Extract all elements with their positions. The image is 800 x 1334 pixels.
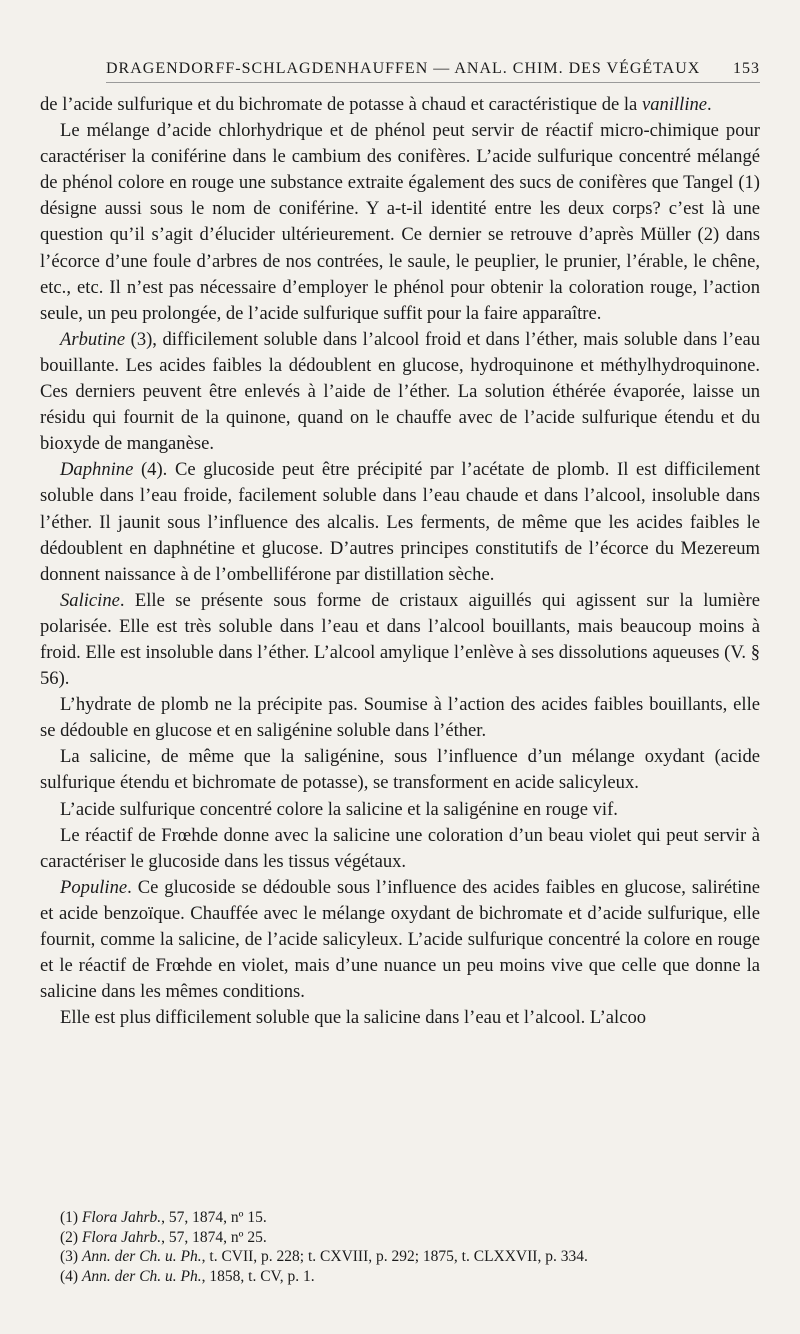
footnote: (4) Ann. der Ch. u. Ph., 1858, t. CV, p. 1. [60, 1267, 315, 1285]
footnote: (1) Flora Jahrb., 57, 1874, nº 15. [60, 1209, 267, 1226]
running-title: DRAGENDORFF-SCHLAGDENHAUFFEN — ANAL. CHIM. DES VÉGÉTAUX [106, 60, 701, 77]
footnote: (2) Flora Jahrb., 57, 1874, nº 25. [60, 1228, 267, 1246]
paragraph: L’hydrate de plomb ne la précipite pas. Soumise à l’action des acides faibles bouillants, elle se dédouble en glucose et en saligénine soluble dans l’éther. [40, 694, 760, 742]
paragraph: de l’acide sulfurique et du bichromate de potasse à chaud et caractéristique de la vanilline. [40, 94, 712, 115]
italic-term: Flora Jahrb. [81, 1209, 162, 1226]
paragraph: Populine. Ce glucoside se dédouble sous l’influence des acides faibles en glucose, salirétine et acide benzoïque. Chauffée avec le mélange oxydant de bichromate et d’acide sulfurique, elle fournit, comme la salicine, de l’acide salicyleux. L’acide sulfurique concentré la colore en rouge et le réactif de Frœhde en violet, mais d’une nuance un peu moins vive que celle que donne la salicine dans les mêmes conditions. [40, 876, 760, 1003]
paragraph: Arbutine (3), difficilement soluble dans l’alcool froid et dans l’éther, mais soluble dans l’eau bouillante. Les acides faibles la dédoublent en glucose, hydroquinone et méthylhydroquinone. Ces derniers peuvent être enlevés à l’aide de l’éther. La solution éthérée évaporée, laisse un résidu qui fournit de la quinone, quand on le chauffe avec de l’acide sulfurique étendu et du bioxyde de manganèse. [40, 328, 760, 455]
italic-term: Ann. der Ch. u. Ph. [81, 1267, 202, 1285]
page-number: 153 [733, 60, 760, 77]
italic-term: Salicine [60, 589, 120, 611]
paragraph: Daphnine (4). Ce glucoside peut être précipité par l’acétate de plomb. Il est difficilement soluble dans l’eau froide, facilement soluble dans l’eau chaude et dans l’alcool, insoluble dans l’éther. Il jaunit sous l’influence des alcalis. Les ferments, de même que les acides faibles le dédoublent en daphnétine et glucose. D’autres principes constitutifs de l’écorce du Mezereum donnent naissance à de l’ombelliférone par distillation sèche. [40, 459, 760, 585]
italic-term: Flora Jahrb. [81, 1228, 162, 1246]
paragraph: La salicine, de même que la saligénine, sous l’influence d’un mélange oxydant (acide sulfurique étendu et bichromate de potasse), se transforment en acide salicyleux. [40, 746, 760, 794]
body-text [40, 92, 760, 1031]
italic-term: Ann. der Ch. u. Ph. [81, 1248, 202, 1265]
italic-term: Populine [60, 876, 128, 898]
paragraph: L’acide sulfurique concentré colore la salicine et la saligénine en rouge vif. [60, 798, 618, 820]
paragraph: Salicine. Elle se présente sous forme de cristaux aiguillés qui agissent sur la lumière polarisée. Elle est très soluble dans l’eau et dans l’alcool bouillants, mais beaucoup moins à froid. Elle est insoluble dans l’éther. L’alcool amylique l’enlève à ses dissolutions aqueuses (V. § 56). [40, 589, 760, 690]
italic-term: Daphnine [60, 459, 134, 481]
italic-term: Arbutine [60, 328, 126, 350]
footnote: (3) Ann. der Ch. u. Ph., t. CVII, p. 228; t. CXVIII, p. 292; 1875, t. CLXXVII, p. 334. [60, 1248, 588, 1265]
italic-term: vanilline [641, 94, 708, 115]
paragraph: Elle est plus difficilement soluble que la salicine dans l’eau et l’alcool. L’alcoo [60, 1007, 647, 1029]
running-header [106, 60, 760, 83]
footnotes [60, 1208, 760, 1286]
paragraph: Le mélange d’acide chlorhydrique et de phénol peut servir de réactif micro-chimique pour caractériser la coniférine dans le cambium des conifères. L’acide sulfurique concentré mélangé de phénol colore en rouge une substance extraite également des sucs de conifères que Tangel (1) désigne aussi sous le nom de coniférine. Y a-t-il identité entre les deux corps? c’est là une question qu’il s’agit d’élucider ultérieurement. Ce dernier se retrouve d’après Müller (2) dans l’écorce d’une foule d’arbres de nos contrées, le saule, le peuplier, le prunier, l’érable, le chêne, etc., etc. Il n’est pas nécessaire d’employer le phénol pour obtenir la coloration rouge, l’action seule, un peu prolongée, de l’acide sulfurique suffit pour la faire apparaître. [40, 120, 760, 324]
paragraph: Le réactif de Frœhde donne avec la salicine une coloration d’un beau violet qui peut servir à caractériser le glucoside dans les tissus végétaux. [40, 824, 760, 872]
